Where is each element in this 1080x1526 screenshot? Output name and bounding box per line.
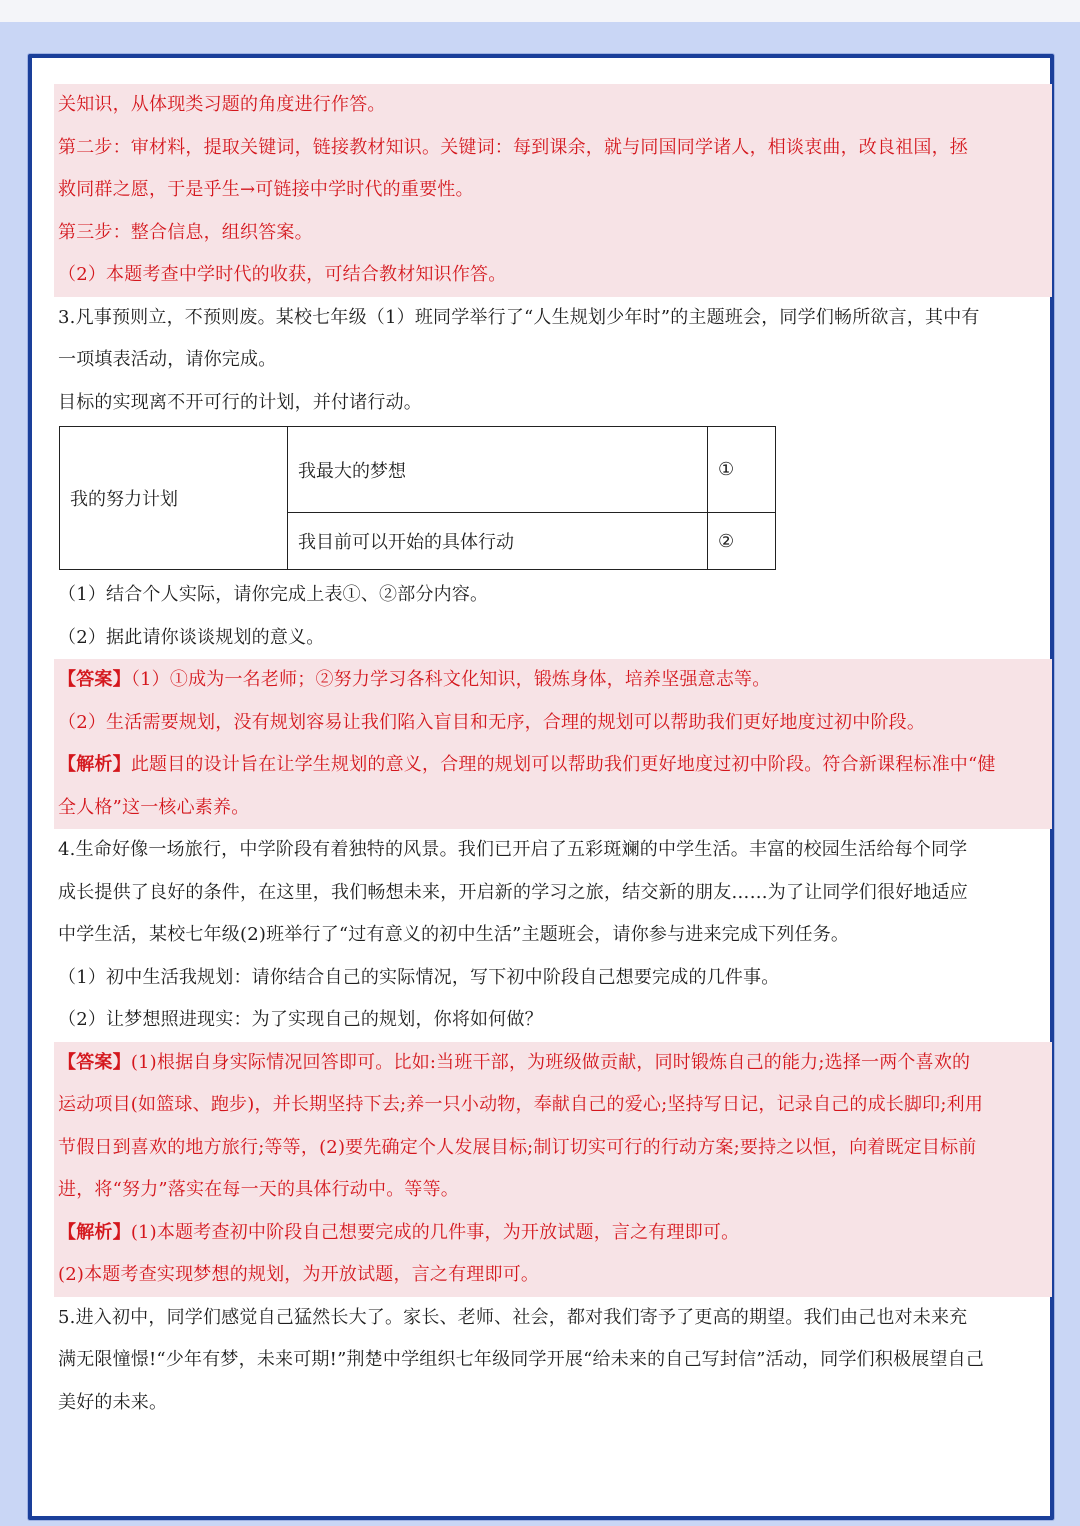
answer-tag: 【答案】	[58, 1051, 131, 1073]
text-line: 节假日到喜欢的地方旅行;等等，(2)要先确定个人发展目标;制订切实可行的行动方案;要持之以恒，向着既定目标前	[58, 1136, 977, 1158]
text-line: （2）本题考查中学时代的收获，可结合教材知识作答。	[58, 264, 507, 285]
text-line: 进，将“努力”落实在每一天的具体行动中。等等。	[58, 1179, 460, 1200]
text-line: 第三步：整合信息，组织答案。	[58, 221, 313, 243]
question-5-text: 5.进入初中，同学们感觉自己猛然长大了。家长、老师、社会，都对我们寄予了更高的期望。我们由己也对未来充	[58, 1306, 968, 1328]
question-5-text: 满无限憧憬!“少年有梦，未来可期!”荆楚中学组织七年级同学开展“给未来的自己写封信”活动，同学们积极展望自己	[58, 1349, 985, 1370]
plan-table-blank-1: ①	[708, 427, 776, 513]
page-content	[58, 84, 1052, 1424]
question-5-text: 美好的未来。	[58, 1391, 168, 1413]
plan-table-item: 我最大的梦想	[288, 427, 708, 513]
question-3-text: 目标的实现离不开可行的计划，并付诸行动。	[58, 391, 422, 413]
plan-table-blank-2: ②	[708, 513, 776, 570]
text-line: (2)本题考查实现梦想的规划，为开放试题，言之有理即可。	[58, 1264, 540, 1285]
question-3-text: 一项填表活动，请你完成。	[58, 349, 277, 370]
answer-block-q3	[54, 659, 1052, 829]
text-line: 关知识，从体现类习题的角度进行作答。	[58, 94, 386, 115]
text-line: 【解析】(1)本题考查初中阶段自己想要完成的几件事，为开放试题，言之有理即可。	[58, 1221, 740, 1243]
text-line: 【答案】(1)根据自身实际情况回答即可。比如:当班干部，为班级做贡献，同时锻炼自己的能力;选择一两个喜欢的	[58, 1051, 971, 1073]
plan-table	[59, 426, 776, 570]
text-line: 救同群之愿，于是乎生→可链接中学时代的重要性。	[58, 179, 474, 200]
top-strip	[0, 0, 1080, 22]
analysis-tag: 【解析】	[58, 1221, 131, 1243]
text-line: 第二步：审材料，提取关键词，链接教材知识。关键词：每到课余，就与同国同学诸人，相谈衷曲，改良祖国，拯	[58, 136, 968, 158]
analysis-tag: 【解析】	[58, 754, 131, 775]
question-4-text: 中学生活，某校七年级(2)班举行了“过有意义的初中生活”主题班会，请你参与进来完成下列任务。	[58, 924, 850, 945]
question-4-text: 成长提供了良好的条件，在这里，我们畅想未来，开启新的学习之旅，结交新的朋友……为了让同学们很好地适应	[58, 881, 968, 903]
text-line: （2）生活需要规划，没有规划容易让我们陷入盲目和无序，合理的规划可以帮助我们更好地度过初中阶段。	[58, 711, 926, 733]
plan-table-row-header: 我的努力计划	[60, 427, 288, 570]
question-4-sub: （2）让梦想照进现实：为了实现自己的规划，你将如何做？	[58, 1009, 543, 1030]
text-line: 全人格”这一核心素养。	[58, 796, 250, 818]
question-3-sub: （2）据此请你谈谈规划的意义。	[58, 626, 325, 648]
question-3-sub: （1）结合个人实际，请你完成上表①、②部分内容。	[58, 584, 489, 605]
question-3-text: 3.凡事预则立，不预则废。某校七年级（1）班同学举行了“人生规划少年时”的主题班会，同学们畅所欲言，其中有	[58, 306, 980, 328]
question-4-text: 4.生命好像一场旅行，中学阶段有着独特的风景。我们已开启了五彩斑斓的中学生活。丰富的校园生活给每个同学	[58, 839, 968, 860]
plan-table-item: 我目前可以开始的具体行动	[288, 513, 708, 570]
text-line: 运动项目(如篮球、跑步)，并长期坚持下去;养一只小动物，奉献自己的爱心;坚持写日记，记录自己的成长脚印;利用	[58, 1094, 984, 1115]
answer-tag: 【答案】	[58, 669, 131, 690]
document-page	[32, 58, 1050, 1516]
text-line: 【解析】此题目的设计旨在让学生规划的意义，合理的规划可以帮助我们更好地度过初中阶段。符合新课程标准中“健	[58, 754, 996, 775]
question-4-sub: （1）初中生活我规划：请你结合自己的实际情况，写下初中阶段自己想要完成的几件事。	[58, 966, 780, 988]
analysis-block-q2	[54, 84, 1052, 297]
answer-block-q4	[54, 1042, 1052, 1297]
text-line: 【答案】（1）①成为一名老师；②努力学习各科文化知识，锻炼身体，培养坚强意志等。	[58, 669, 771, 690]
page-frame	[28, 54, 1054, 1520]
